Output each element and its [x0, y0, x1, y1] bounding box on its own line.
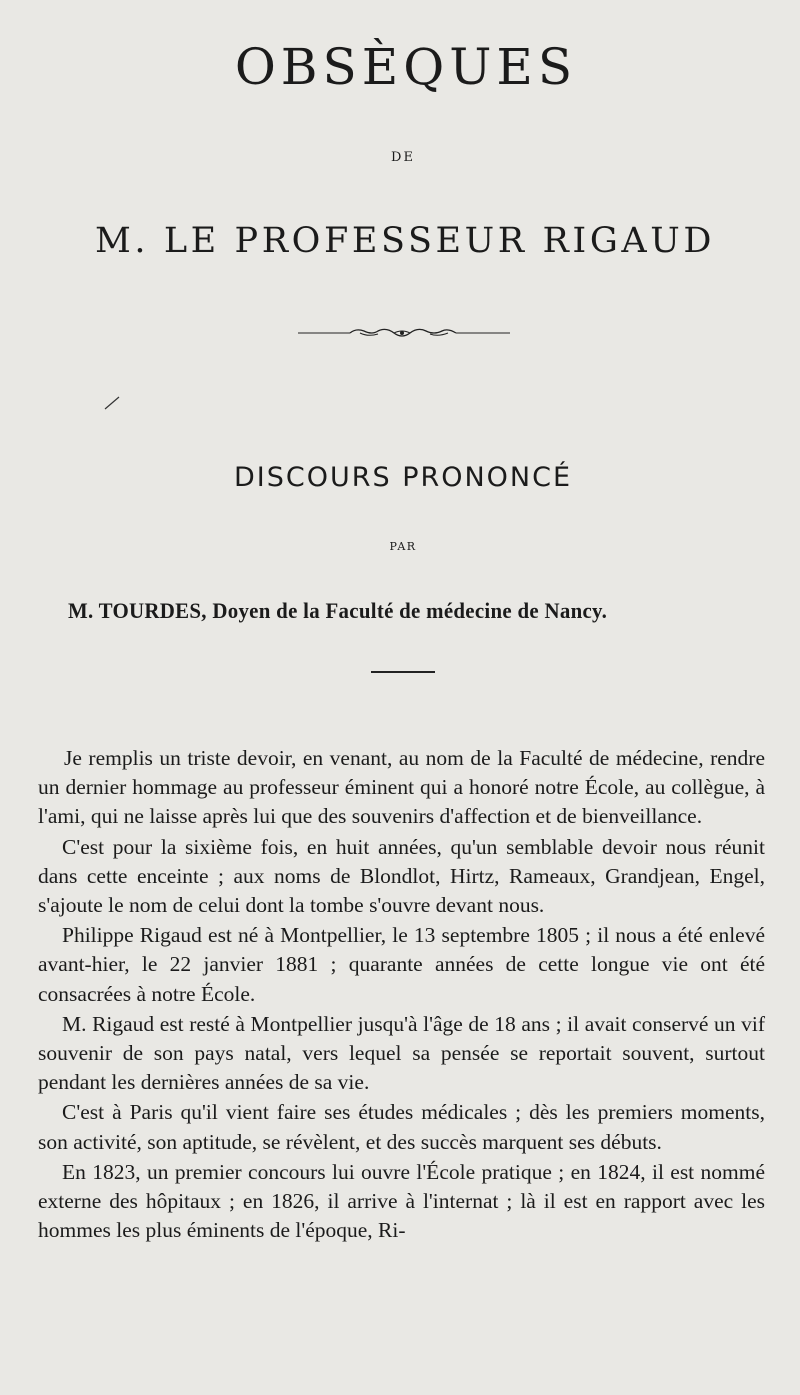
- page-title: OBSÈQUES: [234, 38, 578, 96]
- paragraph: C'est à Paris qu'il vient faire ses études médicales ; dès les premiers moments, son activité, son aptitude, se révèlent, et des succès marquent ses débuts.: [38, 1100, 765, 1154]
- ornament-divider-icon: [298, 324, 510, 342]
- body-text: [38, 744, 765, 1246]
- section-heading: DISCOURS PRONONCÉ: [233, 462, 573, 493]
- paragraph: Je remplis un triste devoir, en venant, au nom de la Faculté de médecine, rendre un dernier hommage au professeur éminent qui a honoré notre École, au collègue, à l'ami, qui ne laisse après lui que des souvenirs d'affection et de bienveillance.: [38, 746, 765, 829]
- page-subtitle: M. LE PROFESSEUR RIGAUD: [94, 221, 716, 261]
- section-connector: PAR: [389, 540, 417, 553]
- short-rule: [371, 671, 435, 673]
- paragraph: En 1823, un premier concours lui ouvre l'École pratique ; en 1824, il est nommé externe des hôpitaux ; en 1826, il arrive à l'internat ; là il est en rapport avec les hommes les plus éminents de l'époque, Ri-: [38, 1159, 765, 1243]
- paragraph: C'est pour la sixième fois, en huit années, qu'un semblable devoir nous réunit dans cette enceinte ; aux noms de Blondlot, Hirtz, Rameaux, Grandjean, Engel, s'ajoute le nom de celui dont la tombe s'ouvre devant nous.: [38, 834, 765, 918]
- speaker-line: M. TOURDES, Doyen de la Faculté de médecine de Nancy.: [68, 598, 608, 623]
- paragraph: M. Rigaud est resté à Montpellier jusqu'à l'âge de 18 ans ; il avait conservé un vif souvenir de son pays natal, vers lequel sa pensée se reportait souvent, surtout pendant les dernières années de sa vie.: [38, 1011, 765, 1095]
- title-connector: DE: [391, 150, 415, 165]
- stray-mark-icon: [104, 396, 120, 410]
- paragraph: Philippe Rigaud est né à Montpellier, le 13 septembre 1805 ; il nous a été enlevé avant-hier, le 22 janvier 1881 ; quarante années de cette longue vie ont été consacrées à notre École.: [38, 923, 765, 1006]
